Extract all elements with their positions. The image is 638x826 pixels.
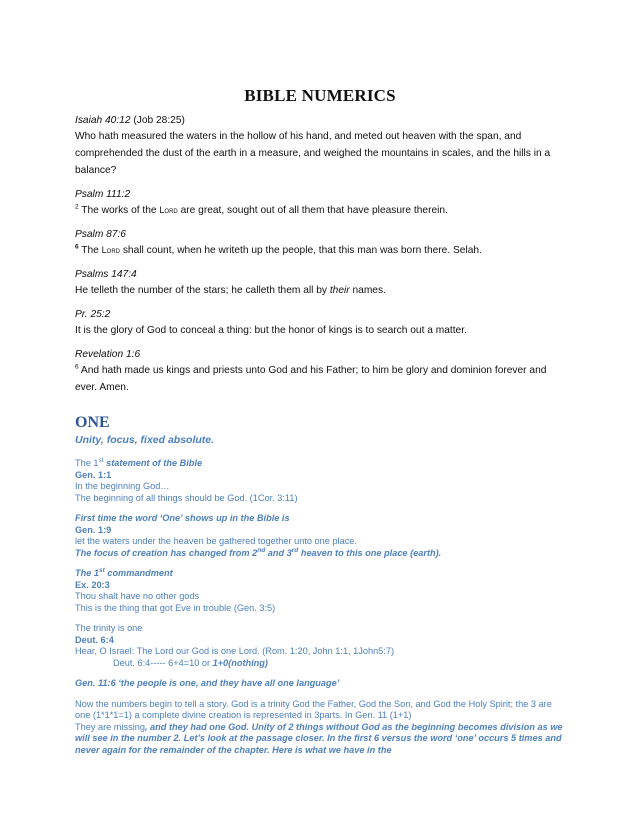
story-paragraph [75, 699, 565, 757]
paragraph-emphasis: , and they had one God. Unity of 2 things without God as the beginning becomes division as we will see in the number 2. Let’s look at the passage closer. In the first 6 versus the word ‘one’ occurs 5 times and never again for the remainder of the chapter. Here is what we have in the [75, 721, 563, 755]
paragraph-text: Now the numbers begin to tell a story. God is a trinity God the Father, God the Son, and God the Holy Spirit; the 3 are one (1*1*1=1) a complete divine creation is represented in 3parts. In Gen. 11 (1+1) [75, 698, 552, 720]
verse-number: 6 [75, 243, 79, 251]
section-head: statement of the Bible [103, 458, 203, 468]
verse-text: are great, sought out of all them that have pleasure therein. [177, 205, 448, 216]
first-commandment-section [75, 568, 565, 614]
scripture-line: let the waters under the heaven be gathered together unto one place. [75, 536, 357, 546]
verse-text: It is the glory of God to conceal a thing: but the honor of kings is to search out a matter. [75, 325, 467, 336]
ordinal-sup: st [98, 456, 104, 464]
verse-ref: Isaiah 40:12 [75, 115, 131, 126]
commentary-line: Deut. 6:4----- 6+4=10 or [113, 657, 213, 668]
verse-text: The works of the [78, 205, 160, 216]
verse-psalm-111 [75, 188, 565, 219]
ordinal-sup: rd [291, 546, 299, 554]
scripture-line: Thou shalt have no other gods [75, 591, 200, 601]
scripture-ref: Ex. 20:3 [75, 579, 110, 590]
ordinal-sup: st [99, 566, 105, 574]
verse-revelation [75, 348, 565, 396]
babel-section [75, 678, 565, 690]
section-head: The trinity is one [75, 623, 143, 633]
verse-proverbs [75, 308, 565, 339]
lord-smallcaps: Lord [159, 205, 178, 215]
section-head: The 1 [75, 568, 99, 578]
section-head: Gen. 11:6 ‘the people is one, and they have all one language’ [75, 678, 340, 688]
scripture-ref: Gen. 1:1 [75, 469, 112, 480]
lord-smallcaps: Lord [101, 245, 120, 255]
commentary-line: The beginning of all things should be God. (1Cor. 3:11) [75, 492, 298, 503]
verse-emphasis: their [329, 285, 350, 296]
verse-ref: Psalms 147:4 [75, 269, 137, 280]
ordinal-sup: nd [257, 546, 266, 554]
verse-psalms-147 [75, 268, 565, 299]
verse-number: 2 [75, 203, 79, 211]
scripture-ref: Gen. 1:9 [75, 524, 112, 535]
verse-text: The [78, 245, 102, 256]
verse-text: shall count, when he writeth up the people, that this man was born there. Selah. [120, 245, 482, 256]
verse-text: He telleth the number of the stars; he calleth them all by [75, 285, 330, 296]
scripture-line: Hear, O Israel: The Lord our God is one Lord. (Rom. 1:20, John 1:1, 1John5:7) [75, 646, 395, 656]
scripture-ref: Deut. 6:4 [75, 634, 114, 645]
verse-ref: Pr. 25:2 [75, 309, 111, 320]
commentary-line: heaven to this one place (earth). [298, 547, 442, 558]
section-head: The 1 [75, 458, 99, 468]
verse-ref: Revelation 1:6 [75, 349, 141, 360]
document-page [75, 86, 565, 765]
trinity-section [75, 623, 565, 669]
commentary-emphasis: 1+0(nothing) [212, 657, 268, 668]
page-title: BIBLE NUMERICS [244, 86, 396, 105]
section-heading-one: ONE [75, 414, 110, 431]
scripture-line: In the beginning God… [75, 481, 170, 491]
verse-ref-extra: (Job 28:25) [130, 115, 185, 126]
verse-text: names. [349, 285, 386, 296]
commentary-line: The focus of creation has changed from 2 [75, 547, 258, 558]
first-statement-section [75, 458, 565, 504]
verse-number: 6 [75, 363, 79, 371]
verse-text: And hath made us kings and priests unto God and his Father; to him be glory and dominion forever and ever. Amen. [75, 365, 547, 393]
commentary-line: This is the thing that got Eve in trouble (Gen. 3:5) [75, 602, 276, 613]
section-head: commandment [104, 568, 173, 578]
verse-ref: Psalm 111:2 [75, 189, 131, 200]
paragraph-text: They are missing [75, 721, 145, 732]
section-head: First time the word ‘One’ shows up in the Bible is [75, 513, 290, 523]
verse-isaiah [75, 114, 565, 179]
section-subtitle: Unity, focus, fixed absolute. [75, 434, 215, 446]
first-one-section [75, 513, 565, 559]
commentary-line: and 3 [265, 547, 292, 558]
verse-psalm-87 [75, 228, 565, 259]
verse-text: Who hath measured the waters in the hollow of his hand, and meted out heaven with the span, and comprehended the dust of the earth in a measure, and weighed the mountains in scales, and the hills in a balance? [75, 131, 551, 176]
verse-ref: Psalm 87:6 [75, 229, 126, 240]
